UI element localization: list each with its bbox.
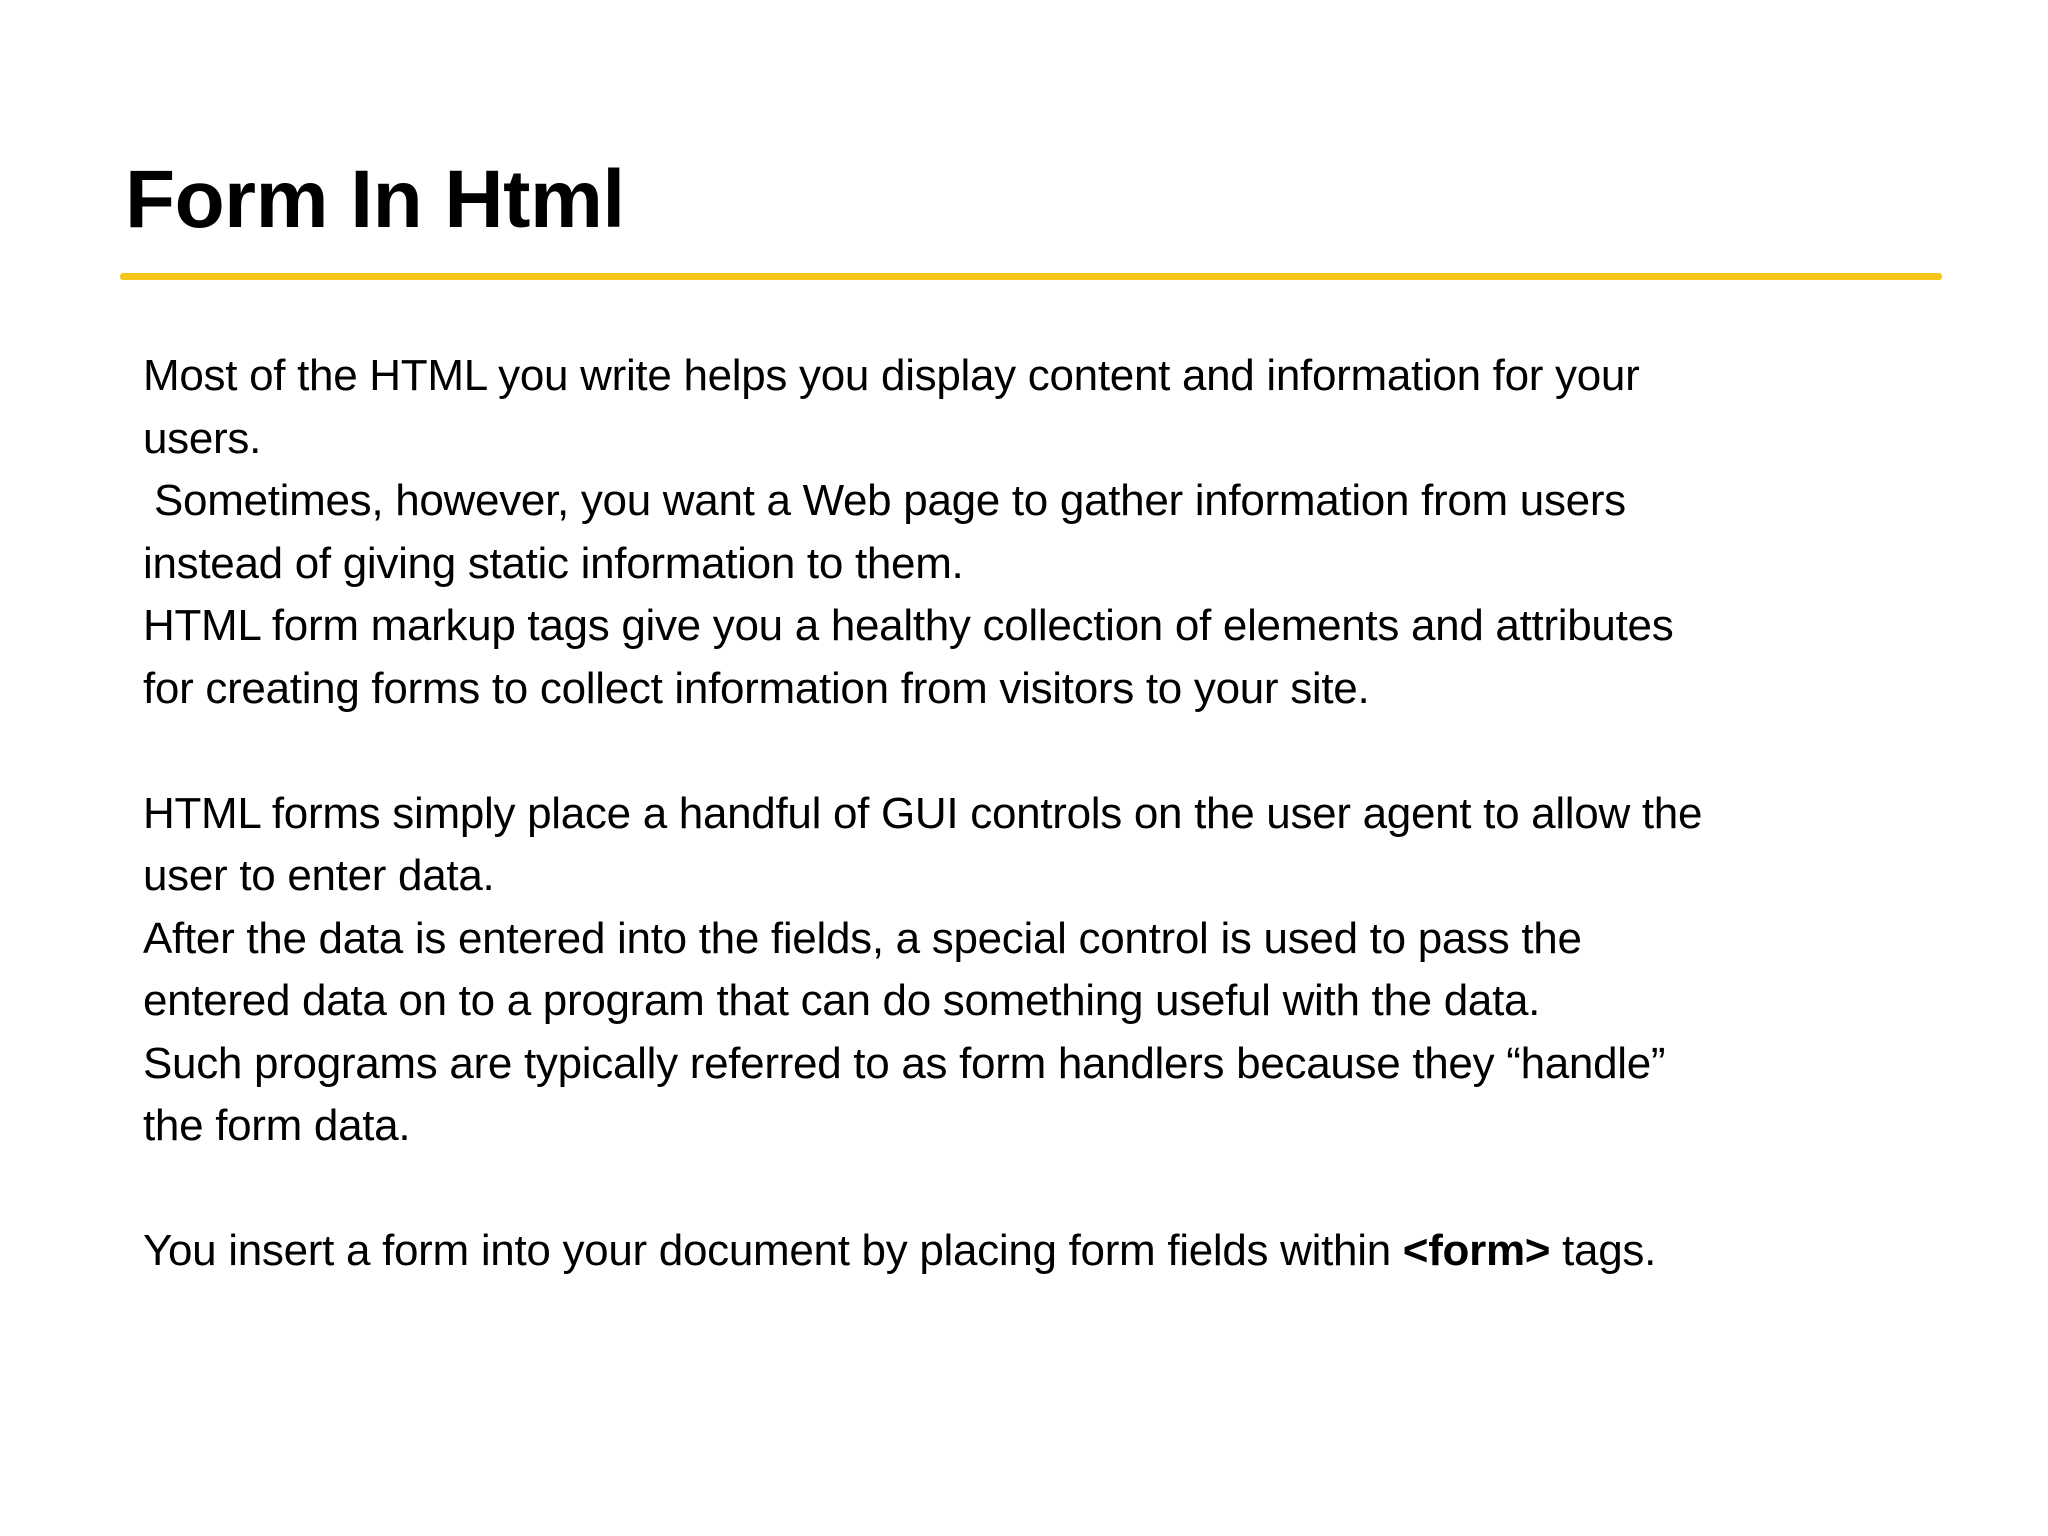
paragraph-spacer: [143, 1158, 1943, 1221]
text-segment: You insert a form into your document by placing form fields within: [143, 1226, 1403, 1275]
slide-body: [143, 345, 1943, 1283]
text-line: HTML forms simply place a handful of GUI controls on the user agent to allow the: [143, 788, 1703, 838]
text-line: instead of giving static information to them.: [143, 538, 964, 588]
text-line: for creating forms to collect information from visitors to your site.: [143, 663, 1370, 713]
form-tag-code: <form>: [1402, 1226, 1551, 1275]
text-line: Sometimes, however, you want a Web page to gather information from users: [154, 476, 1626, 525]
text-line: After the data is entered into the fields, a special control is used to pass the: [143, 913, 1582, 963]
text-line: entered data on to a program that can do something useful with the data.: [143, 976, 1541, 1025]
paragraph-spacer: [143, 720, 1943, 783]
text-line: users.: [143, 413, 262, 463]
text-line: [143, 1220, 1943, 1283]
paragraph-gui-controls: [143, 783, 1943, 1158]
text-line: HTML form markup tags give you a healthy collection of elements and attributes: [143, 601, 1674, 650]
slide-title: Form In Html: [125, 154, 625, 245]
paragraph-form-tag: [143, 1220, 1943, 1283]
text-line: Such programs are typically referred to as form handlers because they “handle”: [143, 1038, 1666, 1088]
text-line: Most of the HTML you write helps you display content and information for your: [143, 351, 1640, 400]
text-segment: tags.: [1550, 1226, 1656, 1275]
paragraph-intro: [143, 345, 1943, 720]
text-line: user to enter data.: [143, 851, 495, 900]
title-underline: [120, 273, 1942, 280]
text-line: the form data.: [143, 1101, 411, 1150]
